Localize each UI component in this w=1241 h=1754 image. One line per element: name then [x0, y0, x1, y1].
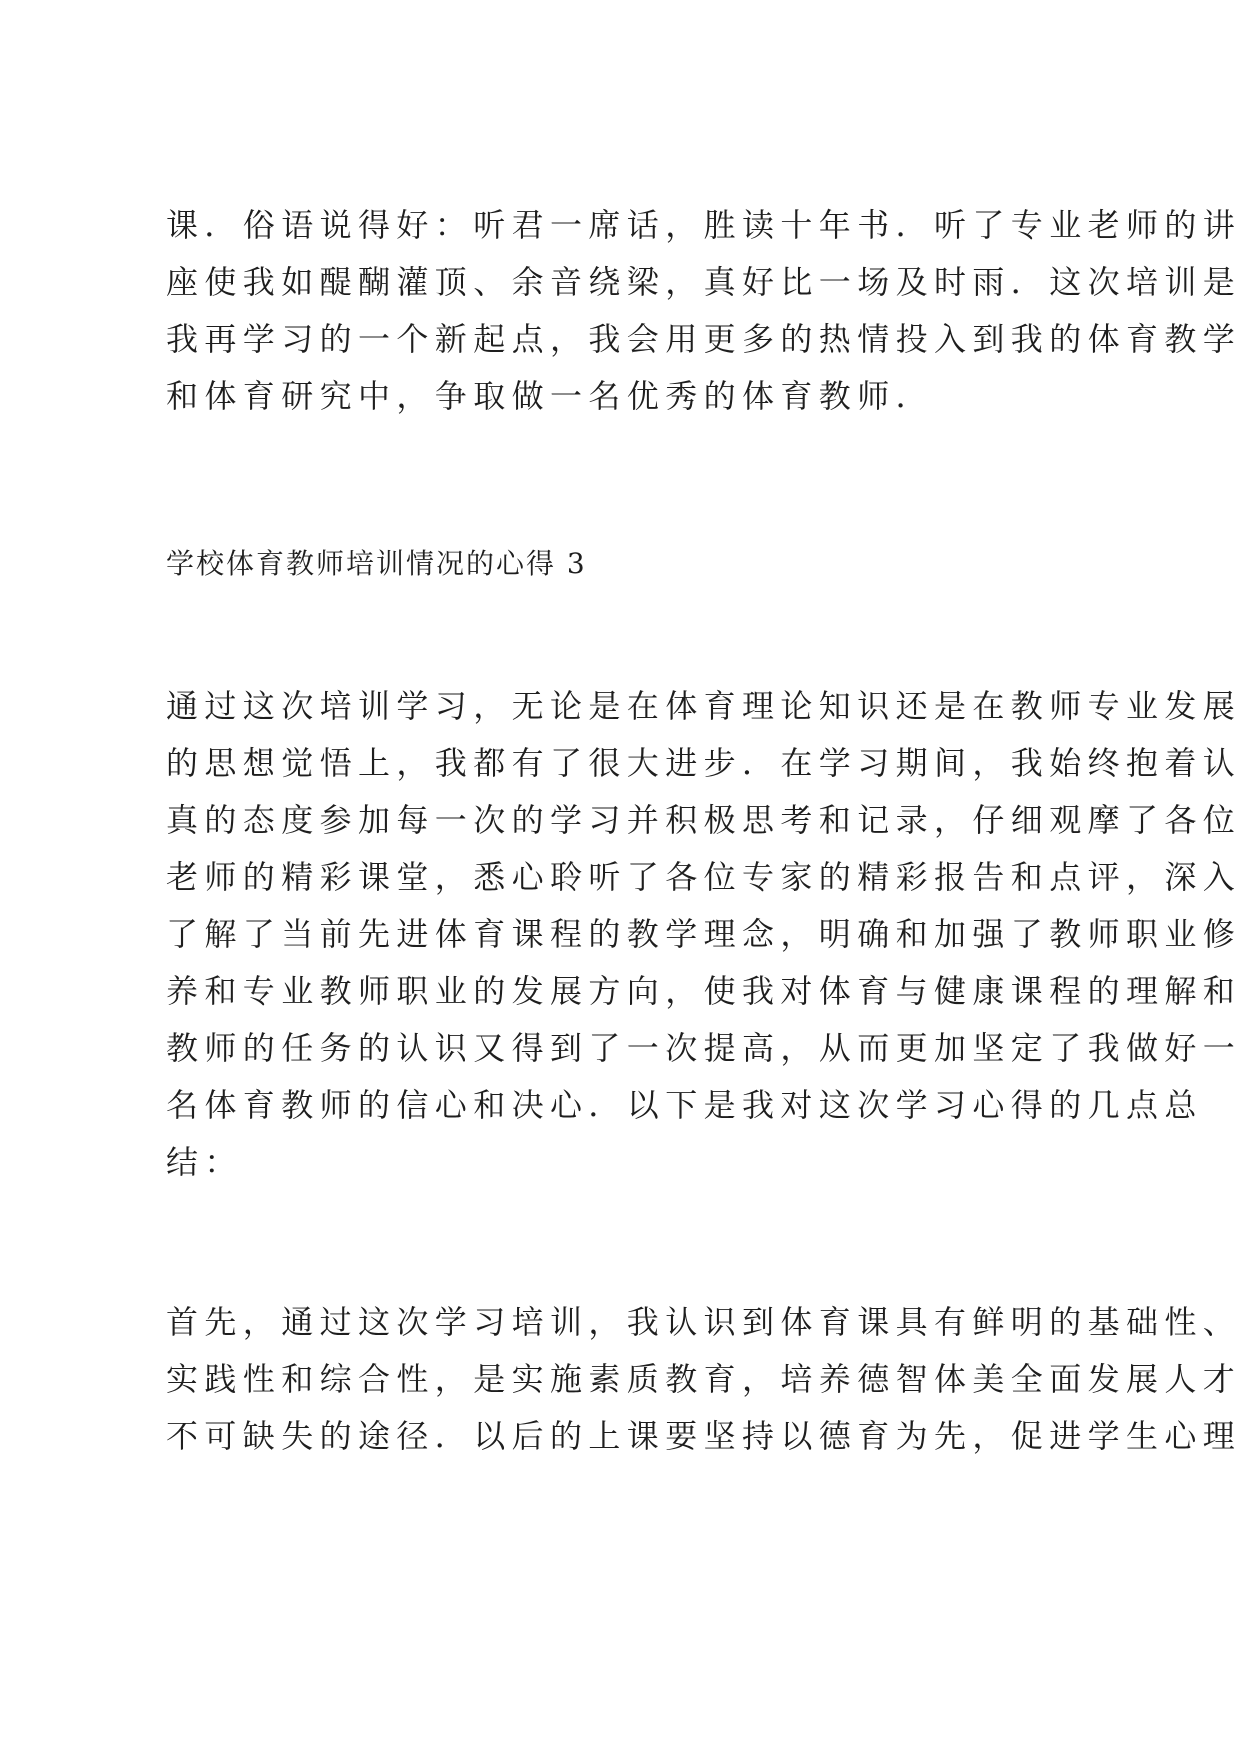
paragraph-line: 了解了当前先进体育课程的教学理念，明确和加强了教师职业修	[166, 915, 1241, 953]
paragraph-line: 我再学习的一个新起点，我会用更多的热情投入到我的体育教学	[166, 320, 1241, 358]
paragraph-line: 课．俗语说得好：听君一席话，胜读十年书．听了专业老师的讲	[166, 206, 1241, 244]
paragraph-line: 座使我如醍醐灌顶、余音绕梁，真好比一场及时雨．这次培训是	[166, 263, 1241, 301]
paragraph-line: 养和专业教师职业的发展方向，使我对体育与健康课程的理解和	[166, 972, 1241, 1010]
paragraph-line: 结：	[166, 1143, 243, 1181]
paragraph-line: 教师的任务的认识又得到了一次提高，从而更加坚定了我做好一	[166, 1029, 1241, 1067]
section-heading: 学校体育教师培训情况的心得 3	[166, 547, 587, 580]
paragraph-line: 实践性和综合性，是实施素质教育，培养德智体美全面发展人才	[166, 1360, 1241, 1398]
paragraph-line: 真的态度参加每一次的学习并积极思考和记录，仔细观摩了各位	[166, 801, 1241, 839]
paragraph-line: 和体育研究中，争取做一名优秀的体育教师．	[166, 377, 935, 415]
paragraph-line: 老师的精彩课堂，悉心聆听了各位专家的精彩报告和点评，深入	[166, 858, 1241, 896]
paragraph-line: 不可缺失的途径．以后的上课要坚持以德育为先，促进学生心理	[166, 1417, 1241, 1455]
paragraph-line: 名体育教师的信心和决心．以下是我对这次学习心得的几点总	[166, 1086, 1203, 1124]
paragraph-line: 首先，通过这次学习培训，我认识到体育课具有鲜明的基础性、	[166, 1303, 1241, 1341]
paragraph-line: 的思想觉悟上，我都有了很大进步．在学习期间，我始终抱着认	[166, 744, 1241, 782]
paragraph-line: 通过这次培训学习，无论是在体育理论知识还是在教师专业发展	[166, 687, 1241, 725]
